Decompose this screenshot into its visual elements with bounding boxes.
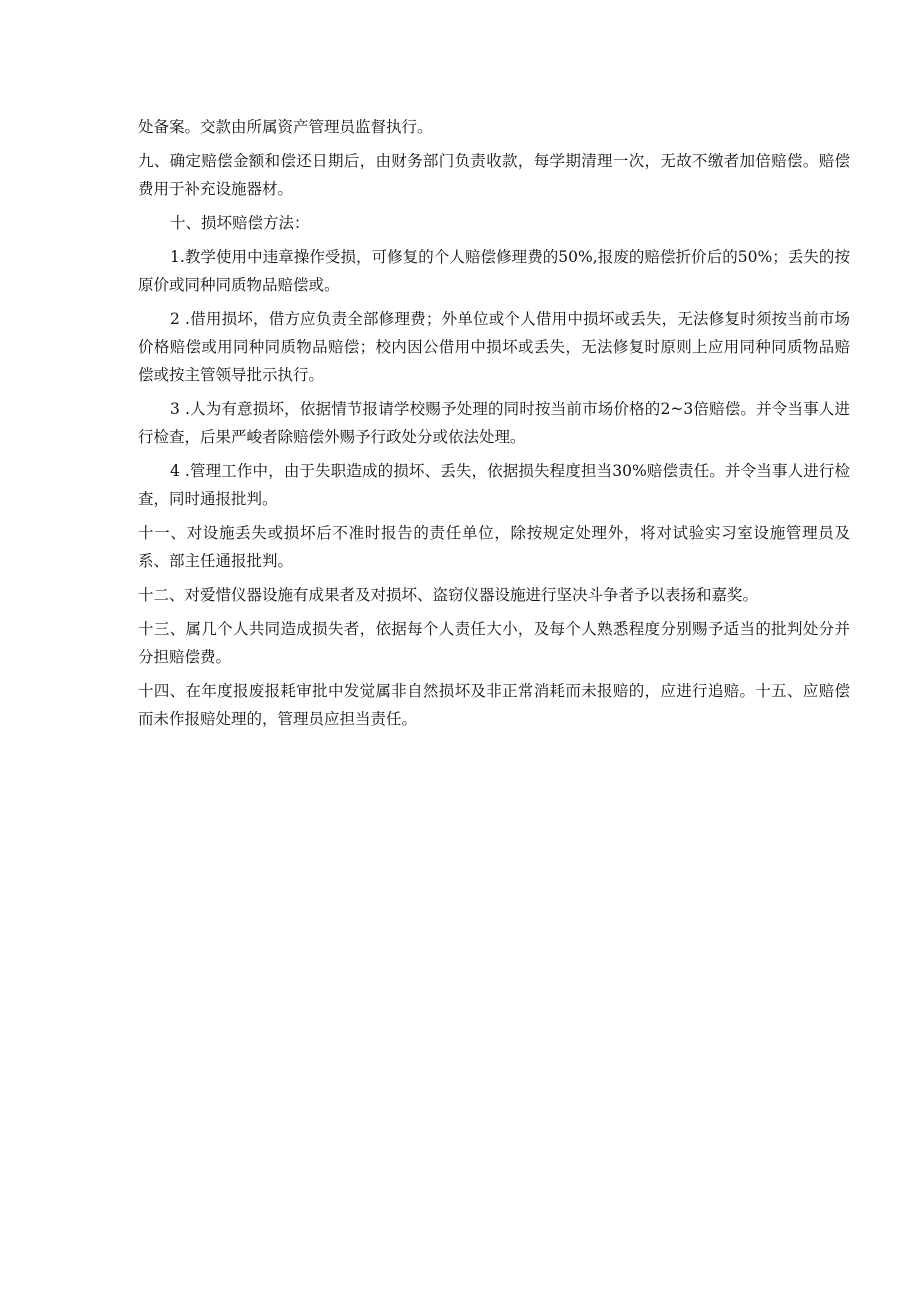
paragraph-clause-11: 十一、对设施丢失或损坏后不准时报告的责任单位，除按规定处理外，将对试验实习室设施管理员及系、部主任通报批判。 bbox=[138, 524, 850, 570]
document-body bbox=[138, 113, 850, 739]
paragraph-clause-14-15: 十四、在年度报废报耗审批中发觉属非自然损坏及非正常消耗而未报赔的，应进行追赔。十五、应赔偿而未作报赔处理的，管理员应担当责任。 bbox=[138, 682, 850, 728]
paragraph-item-1: 1.教学使用中违章操作受损，可修复的个人赔偿修理费的50%,报废的赔偿折价后的50%；丢失的按原价或同种同质物品赔偿或。 bbox=[138, 248, 850, 294]
paragraph-clause-12: 十二、对爱惜仪器设施有成果者及对损坏、盗窃仪器设施进行坚决斗争者予以表扬和嘉奖。 bbox=[138, 586, 759, 604]
paragraph-clause-10-heading: 十、损坏赔偿方法： bbox=[170, 214, 310, 232]
paragraph-item-3: 3 .人为有意损坏，依据情节报请学校赐予处理的同时按当前市场价格的2~3倍赔偿。并令当事人进行检查，后果严峻者除赔偿外赐予行政处分或依法处理。 bbox=[138, 400, 850, 446]
paragraph-item-4: 4 .管理工作中，由于失职造成的损坏、丢失，依据损失程度担当30%赔偿责任。并令当事人进行检查，同时通报批判。 bbox=[138, 462, 850, 508]
paragraph-item-2: 2 .借用损坏，借方应负责全部修理费；外单位或个人借用中损坏或丢失，无法修复时须按当前市场价格赔偿或用同种同质物品赔偿；校内因公借用中损坏或丢失，无法修复时原则上应用同种同质物品赔偿或按主管领导批示执行。 bbox=[138, 310, 850, 384]
paragraph-filing-note: 处备案。交款由所属资产管理员监督执行。 bbox=[138, 118, 433, 136]
paragraph-clause-9: 九、确定赔偿金额和偿还日期后，由财务部门负责收款，每学期清理一次，无故不缴者加倍赔偿。赔偿费用于补充设施器材。 bbox=[138, 152, 850, 198]
paragraph-clause-13: 十三、属几个人共同造成损失者，依据每个人责任大小，及每个人熟悉程度分别赐予适当的批判处分并分担赔偿费。 bbox=[138, 620, 850, 666]
